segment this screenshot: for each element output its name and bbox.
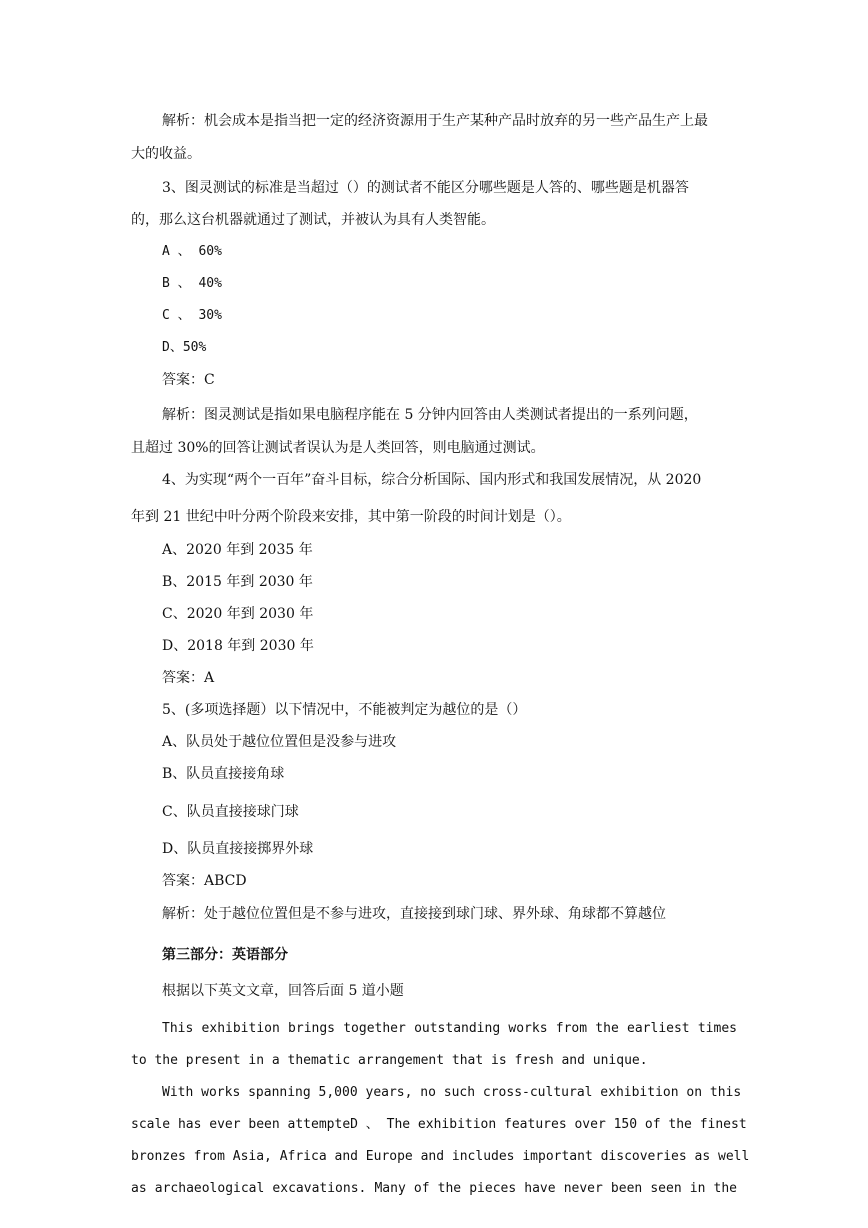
q3-stem-line2: 的，那么这台机器就通过了测试，并被认为具有人类智能。	[131, 212, 495, 228]
q3-stem-line1: 3、图灵测试的标准是当超过（）的测试者不能区分哪些题是人答的、哪些题是机器答	[162, 180, 689, 196]
q5-option-d: D、队员直接接掷界外球	[162, 841, 314, 857]
english-para2-line4: as archaeological excavations. Many of the pieces have never been seen in the	[131, 1181, 737, 1196]
q4-option-a: A、2020 年到 2035 年	[162, 542, 313, 558]
q2-analysis-line2: 大的收益。	[131, 146, 201, 162]
q5-stem: 5、(多项选择题）以下情况中，不能被判定为越位的是（）	[162, 702, 527, 718]
q3-option-d: D、50%	[162, 340, 207, 355]
q3-answer: 答案：C	[162, 372, 215, 388]
q5-answer: 答案：ABCD	[162, 873, 247, 889]
q3-option-a: A 、 60%	[162, 244, 222, 259]
english-para1-line1: This exhibition brings together outstanding works from the earliest times	[162, 1021, 737, 1036]
q3-analysis-line1: 解析：图灵测试是指如果电脑程序能在 5 分钟内回答由人类测试者提出的一系列问题，	[162, 407, 698, 423]
section3-instruction: 根据以下英文文章，回答后面 5 道小题	[162, 983, 404, 999]
q4-option-c: C、2020 年到 2030 年	[162, 606, 314, 622]
q3-option-b: B 、 40%	[162, 276, 222, 291]
section3-heading: 第三部分：英语部分	[162, 947, 288, 963]
english-para2-line1: With works spanning 5,000 years, no such cross-cultural exhibition on this	[162, 1085, 742, 1100]
q5-analysis: 解析：处于越位位置但是不参与进攻，直接接到球门球、界外球、角球都不算越位	[162, 906, 666, 922]
q4-stem-line1: 4、为实现“两个一百年”奋斗目标，综合分析国际、国内形式和我国发展情况，从 2020	[162, 472, 702, 488]
q3-analysis-line2: 且超过 30%的回答让测试者误认为是人类回答，则电脑通过测试。	[131, 440, 545, 456]
english-para2-line3: bronzes from Asia, Africa and Europe and includes important discoveries as well	[131, 1149, 750, 1164]
q2-analysis-line1: 解析：机会成本是指当把一定的经济资源用于生产某种产品时放弃的另一些产品生产上最	[162, 113, 708, 129]
english-para1-line2: to the present in a thematic arrangement that is fresh and unique.	[131, 1053, 648, 1068]
q4-option-b: B、2015 年到 2030 年	[162, 574, 313, 590]
english-para2-line2: scale has ever been attempteD 、 The exhibition features over 150 of the finest	[131, 1117, 747, 1132]
q5-option-b: B、队员直接接角球	[162, 766, 285, 782]
q5-option-c: C、队员直接接球门球	[162, 804, 299, 820]
q5-option-a: A、队员处于越位位置但是没参与进攻	[162, 734, 397, 750]
q3-option-c: C 、 30%	[162, 308, 222, 323]
q4-option-d: D、2018 年到 2030 年	[162, 638, 314, 654]
q4-stem-line2: 年到 21 世纪中叶分两个阶段来安排，其中第一阶段的时间计划是（）。	[131, 509, 571, 525]
q4-answer: 答案：A	[162, 670, 215, 686]
